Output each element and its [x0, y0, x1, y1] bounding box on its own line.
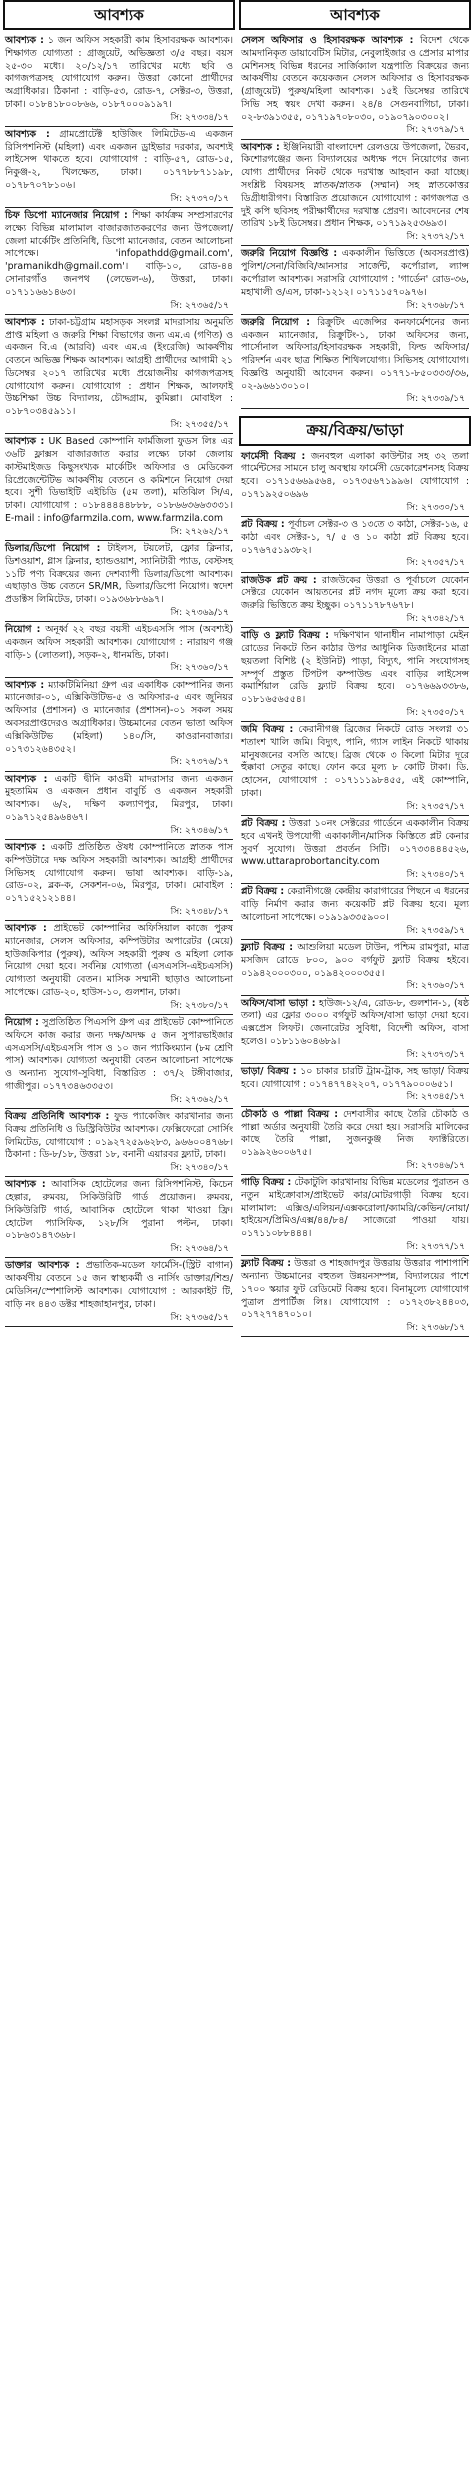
classified-ad — [239, 629, 471, 723]
ad-body — [241, 818, 469, 869]
ad-divider — [241, 1174, 469, 1175]
ad-divider — [5, 1257, 233, 1258]
ad-code: সি: ২৭৩৪৬/১৭ — [170, 825, 229, 836]
ad-text: এককালীন ভিত্তিতে (অবসরপ্রাপ্ত) পুলিশ/সেনা/বিজিবি/আনসার সার্জেন্ট, কর্পোরাল, ল্যান্স কর্পোরাল আবশ্যক। সরাসরি যোগাযোগ : 'গার্ডেন' রোড-৩৬, মহাখালী ও/এস, ঢাকা-১২১২। ০১৭১১৫৭০৯৭৬। — [241, 248, 469, 298]
right-ads-list-wanted — [239, 34, 471, 410]
classified-ad — [239, 1257, 471, 1338]
ad-heading: অফিস/বাসা ভাড়া : — [241, 997, 316, 1009]
ad-body — [5, 1111, 233, 1162]
ad-heading: নিয়োগ : — [5, 1017, 39, 1029]
ad-text: দক্ষিণখান থানাধীন নামাপাড়া মেইন রোডের নিকটে তিন কাঠার উপর আধুনিক ডিজাইনের মাত্রা ছয়তলা বিশিষ্ট (২ ইউনিট) পাড়া, বিদ্যুৎ, পানি সংযোগসহ সম্পূর্ণ প্রস্তুত টিপটপ কম্পাউন্ড এবং বাড়ির লাইসেন্স কমার্শিয়াল রেডি ফ্ল্যাট বিক্রয় হবে। ০১৭৬৬৯৩৩৮৬, ০১৮১৬৫৬৫৫৪। — [241, 630, 470, 706]
ad-heading: আবশ্যক : — [5, 436, 45, 448]
ad-heading: প্লট বিক্রয় : — [241, 886, 285, 898]
ad-heading: জরুরি নিয়োগ : — [241, 316, 310, 328]
ad-text: ঢাকা-চট্টগ্রাম মহাসড়ক সংলগ্ন মাদরাসায় অনুমতি প্রাপ্ত মহিলা ও জরুরি শিক্ষা বিভাগের জন্য এম.এ (গণিত) ও একজন বি.এ (আরবি) এবং এম.এ (ইংরেজি) আকর্ষণীয় বেতনে অভিজ্ঞ শিক্ষক আবশ্যক। আগ্রহী প্রার্থীদের আগামী ২১ ডিসেম্বর ২০১৭ তারিখের মধ্যে প্রয়োজনীয় কাগজপত্রসহ যোগাযোগ করুন। যোগাযোগ : প্রধান শিক্ষক, আলফাই উচ্চশিক্ষা উচ্চ বিদ্যালয়, চৌদ্দগ্রাম, কুমিল্লা। মোবাইল : ০১৮৭০৩৪৫৯১১। — [5, 316, 233, 418]
ad-code: সি: ২৭৩৬২/১৭ — [170, 1094, 229, 1105]
ad-heading: নিয়োগ : — [5, 624, 41, 636]
classified-ad — [3, 435, 235, 542]
classified-ad — [239, 141, 471, 248]
ad-code: সি: ২৭৩৮০/১৭ — [170, 1000, 229, 1011]
ad-body — [241, 724, 469, 801]
ad-divider — [5, 771, 233, 772]
section-header-label: ক্রয়/বিক্রয়/ভাড়া — [306, 421, 404, 440]
ad-code: সি: ২৭৩৭০/১৭ — [170, 193, 229, 204]
ad-code: সি: ২৭৩৭২/১৭ — [406, 232, 465, 243]
ad-heading: চিফ ডিপো ম্যানেজার নিয়োগ : — [5, 210, 128, 222]
ad-text: UK Based কোম্পানি ফার্মজিলা ফুডস লিঃ এর ৩৬টি ফ্লাক্সস বাজারজাত করার লক্ষ্যে ঢাকা জেলায় কাস্টমাইজড কিছুসংখ্যক মার্কেটিং অফিসার ও মেডিকেল রিপ্রেজেন্টেটিভ আকর্ষণীয় বেতনে ও কমিশনে নিয়োগ দেয়া হবে। সুশী ডিভাইটি এইচিডি (৫ম তলা), মতিঝিল সি/এ, ঢাকা। যোগাযোগ : ০১৮৪৪৪৪৪৮৮৮, ০১৮৬৬৩৬৬৩৩৩১। E-mail : info@farmzila.com, www.farmzila.com — [5, 436, 234, 524]
ad-heading: আবশ্যক : — [5, 841, 46, 853]
ad-heading: সেলস অফিসার ও হিসাবরক্ষক আবশ্যক : — [241, 35, 414, 46]
ad-text: জনবহুল এলাকা কাউন্টার সহ ৩২ তলা গার্মেন্টসের সামনে চালু অবস্থায় ফার্মেসী ডেকোরেশনসহ বিক্রয় হবে। ০১৭১৫৬৬৯৫৬৪, ০১৭৩৫৬৭১৯৯৬। যোগাযোগ : ০১৭১৯২৫০৬৯৬ — [241, 450, 469, 501]
ad-code: সি: ২৭৩৪৬/১৭ — [406, 1160, 465, 1171]
ad-heading: আবশ্যক : — [5, 316, 45, 328]
ad-code: সি: ২৭৩৫০/১৭ — [406, 707, 465, 718]
ad-body — [241, 248, 469, 299]
ad-body — [241, 1258, 469, 1322]
ad-body — [5, 210, 233, 299]
ad-divider — [5, 540, 233, 541]
ad-code: সি: ২৭৩৬৪/১৭ — [170, 1244, 229, 1255]
classified-ad — [239, 316, 471, 410]
ad-body — [5, 543, 233, 607]
classified-ad — [3, 1259, 235, 1327]
ad-heading: ফ্ল্যাট বিক্রয় : — [241, 941, 294, 953]
ad-code: সি: ২৭৩৪৮/১৭ — [170, 906, 229, 917]
ad-text: শিক্ষা কার্যক্রম সম্প্রসারণের লক্ষ্যে বিভিন্ন মালামাল বাজারজাতকরণের জন্য উপজেলা/জেলা মার্কেটিং প্রতিনিধি, ডিপো ম্যানেজার, বেতন আলোচনা সাপেক্ষে। 'infopathdd@gmail.com', 'pramanikdh@gmail.com'। বাড়ি-১০, রোড-৪৪ সোনারগাঁও জনপথ (লেভেল-৬), উত্তরা, ঢাকা। ০১৭১১৬৬১৪৬৩। — [5, 210, 234, 298]
ad-body — [241, 1066, 469, 1092]
ad-divider — [241, 883, 469, 884]
ad-divider — [5, 621, 233, 622]
ad-heading: গাড়ি বিক্রয় : — [241, 1177, 292, 1189]
classified-ad — [239, 247, 471, 315]
ad-code: সি: ২৭৩৪০/১৭ — [406, 870, 465, 881]
ad-code: সি: ২৭৩৫৭/১৭ — [406, 801, 465, 812]
ad-text: টাইলস, টয়লেট, ফ্লোর ক্লিনার, ডিশওয়াশ, গ্লাস ক্লিনার, হ্যান্ডওয়াশ, স্যানিটারী প্যাড, বেস্টসহ ১১টি পণ্য বিক্রয়ের জন্য দেশব্যাপী ডিলার/ডিপো আবশ্যক। এছাড়াও উচ্চ বেতনে SR/MR, ডিলার/ডিপো নিয়োগ। স্বদেশ প্রডাক্টস লিমিটেড, ঢাকা। ০১৯৩৬৮৮৬৯৭। — [5, 542, 233, 606]
ad-code: সি: ২৭৩৫৭/১৭ — [406, 558, 465, 569]
ad-divider — [241, 1106, 469, 1107]
ad-heading: চৌকাঠ ও পাল্লা বিক্রয় : — [241, 1108, 339, 1120]
section-header-buy-sell-rent — [239, 416, 471, 446]
classified-ad — [3, 1016, 235, 1110]
classified-ad — [239, 941, 471, 997]
ad-text: কেরানীগঞ্জ ব্রিজের নিকটে রোড সংলগ্ন ৩১ শতাংশ খালি জমি। বিদ্যুৎ, পানি, গ্যাস লাইন নিকটে থাকায় মানুষজনের বসতি আছে। ব্রিজ থেকে ৩ কিলো মিটার দূরে হুঁক্কাবা সেতুর কাছে। ফোন করে মূল্য ৮ কোটি টাকা। ডি. হোসেন, যোগাযোগ : ০১৭১১১৯৮৪৫৫, এই কোম্পানি, ঢাকা। — [241, 724, 469, 800]
classified-ad — [3, 209, 235, 316]
ad-body — [5, 129, 233, 193]
section-header-label: আবশ্যক — [94, 5, 144, 24]
ad-body — [241, 998, 469, 1049]
ad-body — [5, 680, 233, 757]
ad-divider — [241, 995, 469, 996]
ad-heading: আবশ্যক : — [5, 923, 47, 935]
ad-body — [5, 624, 233, 662]
ad-heading: আবশ্যক : — [5, 679, 45, 691]
classified-ad — [239, 817, 471, 885]
ad-code: সি: ২৭৩৫৫/১৭ — [170, 420, 229, 431]
classified-ad — [3, 773, 235, 841]
ad-code: সি: ২৭২৬২/১৭ — [170, 526, 229, 537]
ad-code: সি: ২৭৩৩০/১৭ — [406, 502, 465, 513]
ad-divider — [5, 314, 233, 315]
ad-divider — [5, 677, 233, 678]
ad-text: হাউজ-১২/এ, রোড-৮, গুলশান-১, (ষষ্ঠ তলা) এর ফ্লোর ৩০০০ বর্গফুট অফিস/বাসা ভাড়া দেয়া হবে। এক্সপ্রেস লিফট। জেনারেটর সুবিধা, বিদেশী অফিস, বাসা হলেও। ০১৮১১৬০৪৬৮৯। — [241, 997, 469, 1047]
ad-heading: ভাড়া/ বিক্রয় : — [241, 1065, 297, 1077]
ad-body — [241, 630, 469, 707]
ad-body — [5, 1260, 233, 1311]
right-column — [239, 0, 471, 1338]
ad-divider — [241, 516, 469, 517]
ad-text: প্রভাতিক-মডেল ফার্মেসি-(স্ট্রিট বাগান) আকর্ষণীয় বেতনে ১৫ জন স্বাস্থ্যকর্মী ও নার্সিং ডাক্তার/শিশু/মেডিসিন/স্পেশালিস্ট আবশ্যক। যোগাযোগ : আরকাইট টি, বাড়ি নং ৪৪৩ ডক্টর শাহজাহানপুর, ঢাকা। — [5, 1260, 233, 1310]
section-header-wanted — [3, 0, 235, 30]
ad-heading: ডিলার/ডিপো নিয়োগ : — [5, 542, 101, 554]
ad-code: সি: ২৭৩৩৯/১৭ — [406, 394, 465, 405]
ad-code: সি: ২৭৩৭৩/১৭ — [406, 1049, 465, 1060]
ad-heading: বিক্রয় প্রতিনিধি আবশ্যক : — [5, 1110, 110, 1122]
ad-divider — [5, 1176, 233, 1177]
ad-text: অনূর্ধ্ব ২২ বছর বয়সী এইচএসসি পাস (অবশ্যই) একজন অফিস সহকারী আবশ্যক। যোগাযোগ : নারায়ণ গঞ্জ বাড়ি-১ (লোতলা), সড়ক-২, ধানমন্ডি, ঢাকা। — [5, 624, 233, 661]
ad-divider — [241, 721, 469, 722]
ad-text: সুপ্রতিষ্ঠিত পিএসপি গ্রুপ এর প্রাইভেট কোম্পানিতে অফিসে কাজ করার জন্য দক্ষ/অদক্ষ ৫ জন সুপারভাইজার এসএসসি/এইচএসসি পাস ও ১০ জন প্যাকিংম্যান (৮ম শ্রেণি পাস) আবশ্যক। যোগ্যতা অনুযায়ী বেতন আলোচনা সাপেক্ষে ও অন্যান্য সুযোগ-সুবিধা, বিস্তারিত : ৩৭/২ টঙ্গীবাজার, গাজীপুর। ০১৭৭৩৪৬৩৩৫৩। — [5, 1017, 234, 1092]
classified-ad — [239, 518, 471, 574]
ad-body — [5, 774, 233, 825]
ad-divider — [5, 126, 233, 127]
ad-body — [241, 575, 469, 613]
ad-heading: আবশ্যক : — [5, 1179, 46, 1191]
ad-body — [241, 886, 469, 924]
ad-divider — [241, 1336, 469, 1337]
ad-heading: জমি বিক্রয় : — [241, 724, 294, 736]
ad-code: সি: ২৭৩৬৮/১৭ — [406, 1323, 465, 1334]
ad-body — [241, 317, 469, 394]
ad-body — [5, 317, 233, 419]
ad-heading: আবশ্যক : — [5, 35, 44, 46]
ad-text: টেকাটুলি কারখানায় বিভিন্ন মডেলের পুরাতন ও নতুন মাইক্রোবাস/প্রাইভেট কার/মোটরগাড়ী বিক্রয় হবে। মালামাল: এক্সিও/এলিয়ন/এক্সকরোলা/ক্যামরি/কেভিন/নোয়া/হাইয়েস/প্রিমিও/এক্স/৪৪/৮৪/ সাজেরো পাওয়া যায়। ০১৭১১০৮৮৪৪৪। — [241, 1177, 469, 1240]
ad-divider — [5, 839, 233, 840]
ad-code: সি: ২৭৩৬০/১৭ — [170, 663, 229, 674]
ad-text: আবাসিক হোটেলের জন্য রিসিপশনিস্ট, কিচেন হেল্পার, রুমবয়, সিকিউরিটি গার্ড প্রয়োজন। রুমবয়, সিকিউরিটি গার্ড, আবাসিক হোটেলে থাকা খাওয়া ফ্রি। হোটেল প্যাসিফিক, ১২৮/সি পুরানা পল্টন, ঢাকা। ০১৮৬৩১৪৭৩৬৮। — [5, 1179, 233, 1242]
ad-heading: প্লট বিক্রয় : — [241, 519, 285, 531]
ad-divider — [241, 245, 469, 246]
classified-ad — [3, 542, 235, 623]
section-header-wanted-right — [239, 0, 471, 30]
ad-heading: বাড়ি ও ফ্ল্যাট বিক্রয় : — [241, 630, 330, 642]
classified-ad — [3, 128, 235, 209]
ad-body — [241, 942, 469, 980]
ad-body — [241, 1177, 469, 1241]
ad-text: রিক্রুটিং এজেন্সির কনফার্মেশনের জন্য একজন ম্যানেজার, রিক্রুটিং-১, ঢাকা অফিসের জন্য, পার্সোনাল অফিসার/হিসাবরক্ষক সহকারী, ফিল্ড অফিসার/পরিদর্শন এবং ছাত্র শিক্ষিত শিথিলযোগ্য। সিভিসহ যোগাযোগ। বিজ্ঞপ্তি অনুযায়ী আবেদন করুন। ০১৭৭১-৮৫০৩৩৩/৩৬, ০২-৯৬৬১৩০১০। — [241, 316, 469, 392]
ad-divider — [241, 139, 469, 140]
ad-text: আশুলিয়া মডেল টাউন, পশ্চিম রামপুরা, মাত্র মসজিদ রোডে ৮০০, ৯০০ বর্গফুট ফ্ল্যাট বিক্রয় হইবে। ০১৯৪২০০০৩০০, ০১৯৪২০০০৩৫৫। — [241, 941, 469, 979]
classified-ad — [239, 1108, 471, 1176]
ad-code: সি: ২৭৩৬০/১৭ — [406, 981, 465, 992]
ad-text: ইঞ্জিনিয়ারী বাংলাদেশ রেলওয়ে উপজেলা, ভৈরব, কিশোরগঞ্জের জন্য বিদ্যালয়ের অধ্যক্ষ পদে নিয়োগের জন্য যোগ্য প্রার্থীদের নিকট থেকে দরখাস্ত আহবান করা যাচ্ছে। সংশ্লিষ্ট বিষয়সহ স্নাতক/স্নাতক (সম্মান) সহ স্নাতকোত্তর ডিগ্রীধারীগণ। বিস্তারিত প্রয়োজনে যোগাযোগ : কাগজপত্র ও দুই কপি ছবিসহ পরীক্ষার্থীদের দরখাস্ত প্রেরণ। আবেদনের শেষ তারিখ ১৮ই ডিসেম্বর। প্রধান শিক্ষক, ০১৭১৯২৫৩৬৯৩। — [241, 141, 469, 230]
ad-body — [5, 1179, 233, 1243]
ad-heading: ডাক্তার আবশ্যক : — [5, 1260, 80, 1272]
ad-divider — [241, 627, 469, 628]
ad-body — [241, 35, 469, 124]
ad-body — [5, 35, 233, 112]
ad-heading: ফ্ল্যাট বিক্রয় : — [241, 1258, 291, 1270]
ad-text: গ্রামপ্রোটেক্ট হাউজিং লিমিটেড-এ একজন রিসিপশনিস্ট (মহিলা) এবং একজন ড্রাইভার দরকার, অবশ্যই লাইসেন্স থাকতে হবে। যোগাযোগ : বাড়ি-৫৭, রোড-১৫, নিকুঞ্জ-২, খিলক্ষেত, ঢাকা। ০১৭৭৮৮৭১১৯৮, ০১৭৮৭০৭৮১০৬। — [5, 128, 233, 192]
ad-text: ১ জন অফিস সহকারী কাম হিসাবরক্ষক আবশ্যক। শিক্ষাগত যোগ্যতা : গ্রাজুয়েট, অভিজ্ঞতা ৩/৫ বছর। বয়স ২৫-৩০ মধ্যে। ২০/১২/১৭ তারিখের মধ্যে ছবি ও কাগজপত্রসহ যোগাযোগ করুন। উত্তরা কোনো প্রার্থীদের অগ্রাধিকার। ঠিকানা : বাড়ি-৫৩, রোড-৭, সেক্টর-৩, উত্তরা, ঢাকা। ০১৮৪১৮০০৮৬৬, ০১৮৭০০০৯১৯৭। — [5, 35, 233, 110]
ad-divider — [241, 572, 469, 573]
ad-code: সি: ২৭৩৬৫/১৭ — [170, 1312, 229, 1323]
ad-body — [241, 142, 469, 231]
classified-ad — [3, 922, 235, 1016]
ad-divider — [241, 314, 469, 315]
classified-ad — [3, 841, 235, 922]
ad-text: উত্তরা ১০নং সেক্টরের গার্ডেনে এককালীন বিক্রয় হবে এখনই উপযোগী একাকালীন/মাসিক কিস্তিতে প্লট কেনার সুবর্ণ সুযোগ। উত্তরা প্রবর্তন সিটি। ০১৭৩৩৪৪৪৫২৬, www.uttaraprobortancity.com — [241, 818, 469, 868]
classified-ad — [3, 679, 235, 773]
ad-divider — [241, 1255, 469, 1256]
classified-ad — [3, 1178, 235, 1259]
classified-ad — [239, 885, 471, 941]
ad-text: ম্যাকটিমিনিয়া গ্রুপ এর একাধিক কোম্পানির জন্য ম্যানেজার-০১, এক্সিকিউটিভ-৫ ও অফিসার-৫ এবং জুনিয়র অফিসার (প্রশাসন) ও ম্যানেজার (প্রশাসন)-০১ সকল সময় অবসরপ্রাপ্তদেরও অগ্রাধিকার। উচ্চমানের বেতন ভাতা অফিস এক্সিকিউটিভ (মহিলা) ১৪০/সি, কাওরানবাজার। ০১৭৩১২৬৪৩৫২। — [5, 679, 234, 755]
ad-divider — [5, 433, 233, 434]
classified-ad — [239, 997, 471, 1065]
ad-text: একটি দ্বীনি কাওমী মাদরাসার জন্য একজন মুহতামিম ও একজন প্রধান বাবুর্চি ও একজন সহকারী আবশ্যক। ৬/২, দক্ষিণ কল্যাণপুর, মিরপুর, ঢাকা। ০১৯৭১২৫৪৯৬৪৬৭। — [5, 773, 233, 823]
ad-divider — [5, 1108, 233, 1109]
ad-text: দেশবাসীর কাছে তৈরি চৌকাঠ ও পাল্লা অর্ডার অনুযায়ী তৈরি করে দেয়া হয়। সরাসরি মালিকের কাছে তৈরি পাল্লা, সুজনকুঞ্জ নিজ ফ্যাক্টরিতে। ০১৯৯২৬০০৬৭৫। — [241, 1108, 469, 1159]
ad-divider — [5, 1014, 233, 1015]
ad-text: প্রাইভেট কোম্পানির অফিসিয়াল কাজে পুরুষ ম্যানেজার, সেলস অফিসার, কম্পিউটার অপারেটর (মেয়ে) হাউজকিপার (পুরুষ), অফিস সহকারী পুরুষ ও মহিলা লোক নিয়োগ দেয়া হবে। সর্বনিম্ন যোগ্যতা (এসএসসি-এইচএসসি) যোগ্যতা অনুযায়ী বেতন। মাসিক সম্মানী ছাড়াও আলোচনা সাপেক্ষে। রোড-২০, হাউস-১০, গুলশান, ঢাকা। — [5, 923, 233, 998]
ad-code: সি: ২৭৩৪৫/১৭ — [406, 1092, 465, 1103]
ad-code: সি: ২৭৩৭৯/১৭ — [406, 125, 465, 136]
ad-heading: আবশ্যক : — [5, 128, 50, 140]
ad-body — [241, 1109, 469, 1160]
ad-body — [5, 923, 233, 1000]
ad-code: সি: ২৭৩৬৫/১৭ — [170, 300, 229, 311]
ad-body — [5, 436, 233, 525]
section-header-label: আবশ্যক — [330, 5, 380, 24]
ad-divider — [5, 1326, 233, 1327]
ad-divider — [241, 815, 469, 816]
ad-text: বিদেশ থেকে আমদানিকৃত ডায়াবেটিস মিটার, নেবুলাইজার ও প্রেসার মাপার মেশিনসহ বিভিন্ন ধরনের সার্জিক্যাল যন্ত্রপাতি বিক্রয়ের জন্য আকর্ষণীয় বেতনে কয়েকজন সেলস অফিসার ও হিসাবরক্ষক (গ্রাজুয়েট) পুরুষ/মহিলা আবশ্যক। ১৫ই ডিসেম্বর তারিখে সিভি সহ স্বয়ং দেখা করুন। ২৪/৪ সেগুনবাগিচা, ঢাকা। ০২-৮৩৯১৩৫৫, ০১৭১৯৭০৮০৩০, ০১৯০৭৯০৩০০২। — [241, 35, 470, 123]
ad-text: একটি প্রতিষ্ঠিত ঔষধ কোম্পানিতে স্নাতক পাস কম্পিউটারে দক্ষ অফিস সহকারী আবশ্যক। আগ্রহী প্রার্থীদের সিভিসহ যোগাযোগ করুন। ভাষা আবশ্যক। বাড়ি-১৯, রোড-০২, ব্লক-ক, সেকশন-০৬, মিরপুর, ঢাকা। মোবাইল : ০১৭১৫২১২১৪৪। — [5, 841, 233, 905]
ad-text: ফুড প্যাকেজিং কারখানার জন্য বিক্রয় প্রতিনিধি ও ডিস্ট্রিবিউটর আবশ্যক। ফেক্সিফেরো সোর্সিং লিমিটেড, যোগাযোগ : ০১৯২৭২৫৯৬২৮৩, ৯৬৬০০৪৭৬৮। ঠিকানা : ডি-৮/১৮, উত্তরা ১৮, বনানী এয়ারবর ফ্ল্যাট, ঢাকা। — [5, 1110, 233, 1161]
classified-ad — [3, 316, 235, 435]
left-column — [3, 0, 235, 1328]
ad-heading: প্লট বিক্রয় : — [241, 818, 286, 830]
classified-ad — [3, 1110, 235, 1178]
classified-ad — [239, 1065, 471, 1108]
ad-text: উত্তরা ও শাহজাদপুর উত্তরায় উত্তরার পাশাপাশি অন্যান্য উচ্চমানের বহুতল উন্নয়নসম্পন্ন, বিদ্যালয়ের পাশে ১৭০০ স্কয়ার ফুট রেডিমেট বিক্রয় হবে। বিনামূল্যে যোগাযোগ পুত্রাল প্রপার্টিজ লিঃ। যোগাযোগ : ০১৭২৩৮২৪৪০৩, ০১৭২৭৭৪৭০১০। — [241, 1258, 469, 1321]
classified-ad — [239, 1176, 471, 1257]
left-ads-list — [3, 34, 235, 1328]
ad-divider — [5, 207, 233, 208]
ad-body — [5, 842, 233, 906]
ad-code: সি: ২৭৩৭৭/১৭ — [406, 1241, 465, 1252]
ad-code: সি: ২৭৩৩৪/১৭ — [170, 112, 229, 123]
ad-code: সি: ২৭৩৬৮/১৭ — [406, 300, 465, 311]
ad-text: কেরানীগঞ্জে কেন্দ্রীয় কারাগারের পিছনে এ ধরনের বাড়ি নির্মাণ করার জন্য কয়েকটি প্লট বিক্রয় হবে। মূল্য আলোচনা সাপেক্ষে। ০১৯১৯৩৩৫৯০০। — [241, 886, 469, 923]
ad-divider — [241, 1063, 469, 1064]
ad-divider — [241, 939, 469, 940]
classified-ad — [3, 623, 235, 679]
ad-text: পূর্বাচল সেক্টর-৩ ও ১৩তে ৩ কাঠা, সেক্টর-১৬, ৫ কাঠা এবং সেক্টর-১, ৭/ ৫ ও ১০ কাঠা প্লট বিক্রয় হবে। ০১৭৬৭৫১৯৩৮২। — [241, 519, 470, 556]
ad-heading: রাজউক প্লট ক্রয় : — [241, 574, 317, 586]
ad-body — [241, 451, 469, 502]
ad-text: রাজউকের উত্তরা ও পূর্বাচলে যেকোন সেক্টরে যেকোন আয়তনের প্লট নগদ মূল্যে ক্রয় করা হবে। জরুরি ভিত্তিতে ক্রয় ইচ্ছুক। ০১৭১১৭৮৭৬৭৮। — [241, 574, 469, 612]
ad-code: সি: ২৭৩৪২/১৭ — [406, 613, 465, 624]
ad-text: ১০ চাকার চারটি ট্রাম-ট্রাক, সহ ভাড়া/ বিক্রয় হবে। যোগাযোগ : ০১৭৪৭৭৪২২০৭, ০১৭৭৯০০০৬৫১। — [241, 1065, 470, 1090]
classified-ad — [239, 723, 471, 817]
classified-ad — [3, 34, 235, 128]
ad-code: সি: ২৭৩৬৯/১৭ — [170, 607, 229, 618]
ad-code: সি: ২৭৩৭৬/১৭ — [170, 757, 229, 768]
ad-body — [241, 519, 469, 557]
ad-heading: ফার্মেসী বিক্রয় : — [241, 450, 306, 462]
ad-heading: আবশ্যক : — [241, 141, 280, 153]
classified-ad — [239, 34, 471, 141]
ad-body — [5, 1017, 233, 1094]
ad-code: সি: ২৭৩৫৯/১৭ — [406, 925, 465, 936]
right-ads-list-buy-sell — [239, 450, 471, 1339]
ad-divider — [5, 920, 233, 921]
ad-heading: জরুরি নিয়োগ বিজ্ঞপ্তি : — [241, 248, 338, 260]
ad-divider — [241, 408, 469, 409]
ad-code: সি: ২৭৩৪০/১৭ — [170, 1163, 229, 1174]
classified-ad — [239, 574, 471, 630]
classified-ad — [239, 450, 471, 518]
ad-heading: আবশ্যক : — [5, 773, 48, 785]
